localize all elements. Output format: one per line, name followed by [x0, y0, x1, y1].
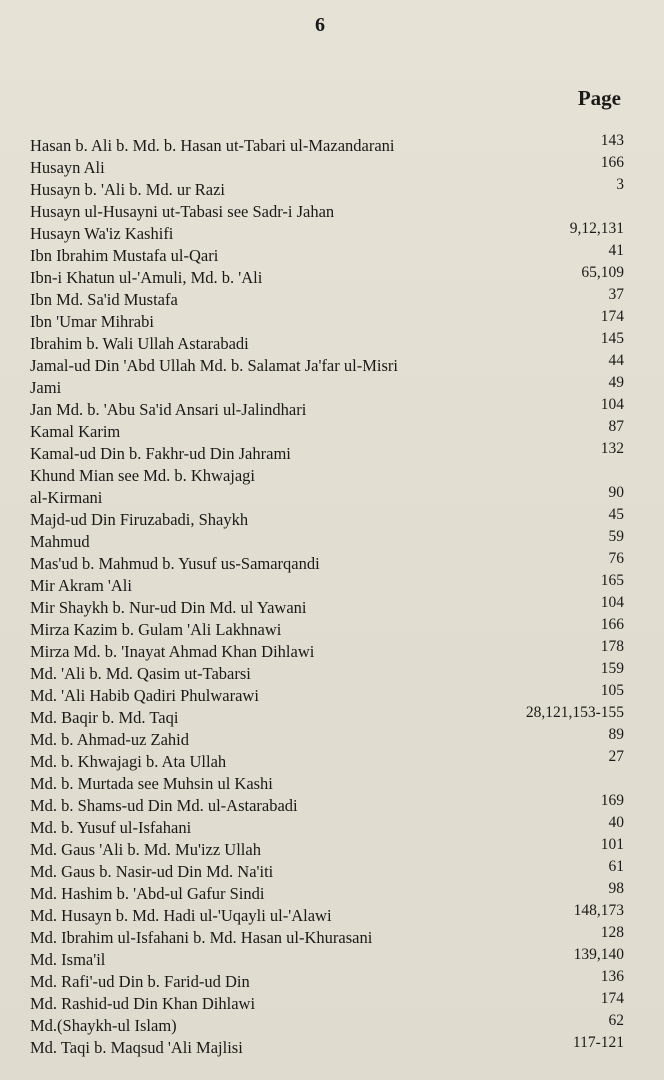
index-entry-name: Hasan b. Ali b. Md. b. Hasan ut-Tabari ul-Mazandarani: [30, 136, 395, 155]
index-entry-row: [0, 792, 664, 814]
index-entry-row: [0, 264, 664, 286]
index-entry-name: Md. 'Ali b. Md. Qasim ut-Tabarsi: [30, 664, 251, 683]
index-entry-name: Md. Isma'il: [30, 950, 106, 969]
index-entry-row: [0, 132, 664, 154]
index-entry-pages: 61: [608, 858, 624, 875]
index-entry-row: [0, 880, 664, 902]
index-entry-row: [0, 814, 664, 836]
index-entry-name: Ibn-i Khatun ul-'Amuli, Md. b. 'Ali: [30, 268, 263, 287]
index-entry-pages: 128: [600, 924, 624, 941]
index-entry-pages: 104: [600, 396, 624, 413]
index-entry-name: Ibn 'Umar Mihrabi: [30, 312, 154, 331]
index-entry-pages: 174: [600, 990, 624, 1007]
index-entry-pages: 101: [600, 836, 624, 853]
index-entry-name: Md. Rashid-ud Din Khan Dihlawi: [30, 994, 256, 1013]
index-entry-pages: 9,12,131: [569, 220, 624, 237]
index-entry-pages: 143: [600, 132, 624, 149]
index-entry-row: [0, 572, 664, 594]
index-entry-row: [0, 1012, 664, 1034]
index-entry-pages: 37: [608, 286, 624, 303]
index-entry-list: [0, 132, 664, 1056]
index-entry-name: Md. b. Yusuf ul-Isfahani: [30, 818, 192, 837]
index-entry-name: Khund Mian see Md. b. Khwajagi: [30, 466, 256, 485]
index-entry-name: Md. Hashim b. 'Abd-ul Gafur Sindi: [30, 884, 265, 903]
index-entry-name: Mas'ud b. Mahmud b. Yusuf us-Samarqandi: [30, 554, 320, 573]
index-entry-name: Mirza Kazim b. Gulam 'Ali Lakhnawi: [30, 620, 282, 639]
index-entry-pages: 159: [600, 660, 624, 677]
index-entry-name: Md. b. Ahmad-uz Zahid: [30, 730, 190, 749]
index-entry-pages: 3: [616, 176, 624, 193]
index-entry-name: Mir Akram 'Ali: [30, 576, 132, 595]
index-entry-row: [0, 330, 664, 352]
index-entry-pages: 148,173: [573, 902, 624, 919]
index-entry-pages: 139,140: [573, 946, 624, 963]
page-column-header: Page: [577, 86, 621, 110]
index-entry-row: [0, 352, 664, 374]
index-entry-pages: 41: [608, 242, 624, 259]
index-entry-pages: 105: [600, 682, 624, 699]
index-entry-pages: 89: [608, 726, 624, 743]
index-entry-row: [0, 242, 664, 264]
index-entry-row: [0, 1034, 664, 1056]
index-entry-row: [0, 946, 664, 968]
index-entry-row: [0, 594, 664, 616]
index-entry-pages: 166: [600, 616, 624, 633]
index-entry-pages: 59: [608, 528, 624, 545]
page-number: 6: [315, 14, 325, 36]
index-entry-pages: 45: [608, 506, 624, 523]
index-entry-name: Md. Rafi'-ud Din b. Farid-ud Din: [30, 972, 250, 991]
index-entry-pages: 104: [600, 594, 624, 611]
index-entry-row: [0, 638, 664, 660]
index-entry-name: Husayn Ali: [30, 158, 105, 177]
index-entry-pages: 174: [600, 308, 624, 325]
index-entry-pages: 117-121: [572, 1034, 624, 1051]
index-entry-name: Majd-ud Din Firuzabadi, Shaykh: [30, 510, 249, 529]
index-entry-row: [0, 484, 664, 506]
index-entry-name: Md. Husayn b. Md. Hadi ul-'Uqayli ul-'Alawi: [30, 906, 332, 925]
index-entry-row: [0, 616, 664, 638]
index-entry-row: [0, 308, 664, 330]
index-entry-name: Md. Gaus b. Nasir-ud Din Md. Na'iti: [30, 862, 274, 881]
index-entry-pages: 145: [600, 330, 624, 347]
index-entry-name: Md. Ibrahim ul-Isfahani b. Md. Hasan ul-Khurasani: [30, 928, 373, 947]
index-entry-row: [0, 176, 664, 198]
index-entry-name: Husayn Wa'iz Kashifi: [30, 224, 174, 243]
index-entry-row: [0, 396, 664, 418]
index-entry-row: [0, 506, 664, 528]
index-entry-pages: 136: [600, 968, 624, 985]
index-entry-pages: 28,121,153-155: [525, 704, 624, 721]
index-entry-pages: 132: [600, 440, 624, 457]
index-entry-row: [0, 726, 664, 748]
index-entry-name: Md. Baqir b. Md. Taqi: [30, 708, 179, 727]
index-entry-row: [0, 418, 664, 440]
index-entry-name: Jan Md. b. 'Abu Sa'id Ansari ul-Jalindhari: [30, 400, 307, 419]
index-entry-name: Md. b. Khwajagi b. Ata Ullah: [30, 752, 227, 771]
index-entry-row: [0, 770, 664, 792]
index-entry-pages: 90: [608, 484, 624, 501]
index-entry-row: [0, 220, 664, 242]
index-entry-row: [0, 660, 664, 682]
index-entry-name: Mir Shaykh b. Nur-ud Din Md. ul Yawani: [30, 598, 307, 617]
index-entry-row: [0, 682, 664, 704]
index-entry-row: [0, 924, 664, 946]
index-entry-row: [0, 286, 664, 308]
index-entry-row: [0, 990, 664, 1012]
index-entry-name: Husayn b. 'Ali b. Md. ur Razi: [30, 180, 225, 199]
index-entry-pages: 62: [608, 1012, 624, 1029]
index-entry-pages: 169: [600, 792, 624, 809]
index-entry-row: [0, 462, 664, 484]
index-entry-pages: 27: [608, 748, 624, 765]
index-entry-pages: 98: [608, 880, 624, 897]
index-entry-name: Husayn ul-Husayni ut-Tabasi see Sadr-i Jahan: [30, 202, 335, 221]
index-entry-pages: 76: [608, 550, 624, 567]
index-entry-name: Mirza Md. b. 'Inayat Ahmad Khan Dihlawi: [30, 642, 315, 661]
index-entry-name: Md.(Shaykh-ul Islam): [30, 1016, 177, 1035]
index-entry-row: [0, 704, 664, 726]
index-entry-pages: 44: [608, 352, 624, 369]
index-entry-row: [0, 968, 664, 990]
index-entry-name: Md. b. Shams-ud Din Md. ul-Astarabadi: [30, 796, 298, 815]
index-entry-row: [0, 154, 664, 176]
index-entry-name: Jamal-ud Din 'Abd Ullah Md. b. Salamat Ja'far ul-Misri: [30, 356, 398, 375]
index-entry-name: Mahmud: [30, 532, 90, 551]
index-entry-name: Kamal-ud Din b. Fakhr-ud Din Jahrami: [30, 444, 291, 463]
index-entry-row: [0, 550, 664, 572]
index-entry-pages: 87: [608, 418, 624, 435]
index-entry-name: al-Kirmani: [30, 488, 103, 507]
index-entry-row: [0, 198, 664, 220]
index-entry-name: Md. b. Murtada see Muhsin ul Kashi: [30, 774, 273, 793]
index-entry-row: [0, 374, 664, 396]
index-entry-pages: 166: [600, 154, 624, 171]
index-entry-name: Kamal Karim: [30, 422, 121, 441]
index-entry-name: Ibn Md. Sa'id Mustafa: [30, 290, 178, 309]
index-entry-pages: 49: [608, 374, 624, 391]
index-entry-row: [0, 528, 664, 550]
index-entry-name: Md. Taqi b. Maqsud 'Ali Majlisi: [30, 1038, 243, 1057]
index-entry-row: [0, 748, 664, 770]
index-entry-pages: 40: [608, 814, 624, 831]
index-entry-row: [0, 440, 664, 462]
index-entry-name: Md. 'Ali Habib Qadiri Phulwarawi: [30, 686, 259, 705]
index-entry-row: [0, 858, 664, 880]
index-entry-row: [0, 836, 664, 858]
index-entry-pages: 65,109: [581, 264, 624, 281]
index-entry-pages: 178: [600, 638, 624, 655]
index-entry-name: Ibrahim b. Wali Ullah Astarabadi: [30, 334, 249, 353]
index-entry-name: Md. Gaus 'Ali b. Md. Mu'izz Ullah: [30, 840, 261, 859]
index-entry-name: Ibn Ibrahim Mustafa ul-Qari: [30, 246, 219, 265]
index-entry-name: Jami: [30, 378, 62, 397]
index-entry-row: [0, 902, 664, 924]
index-entry-pages: 165: [600, 572, 624, 589]
